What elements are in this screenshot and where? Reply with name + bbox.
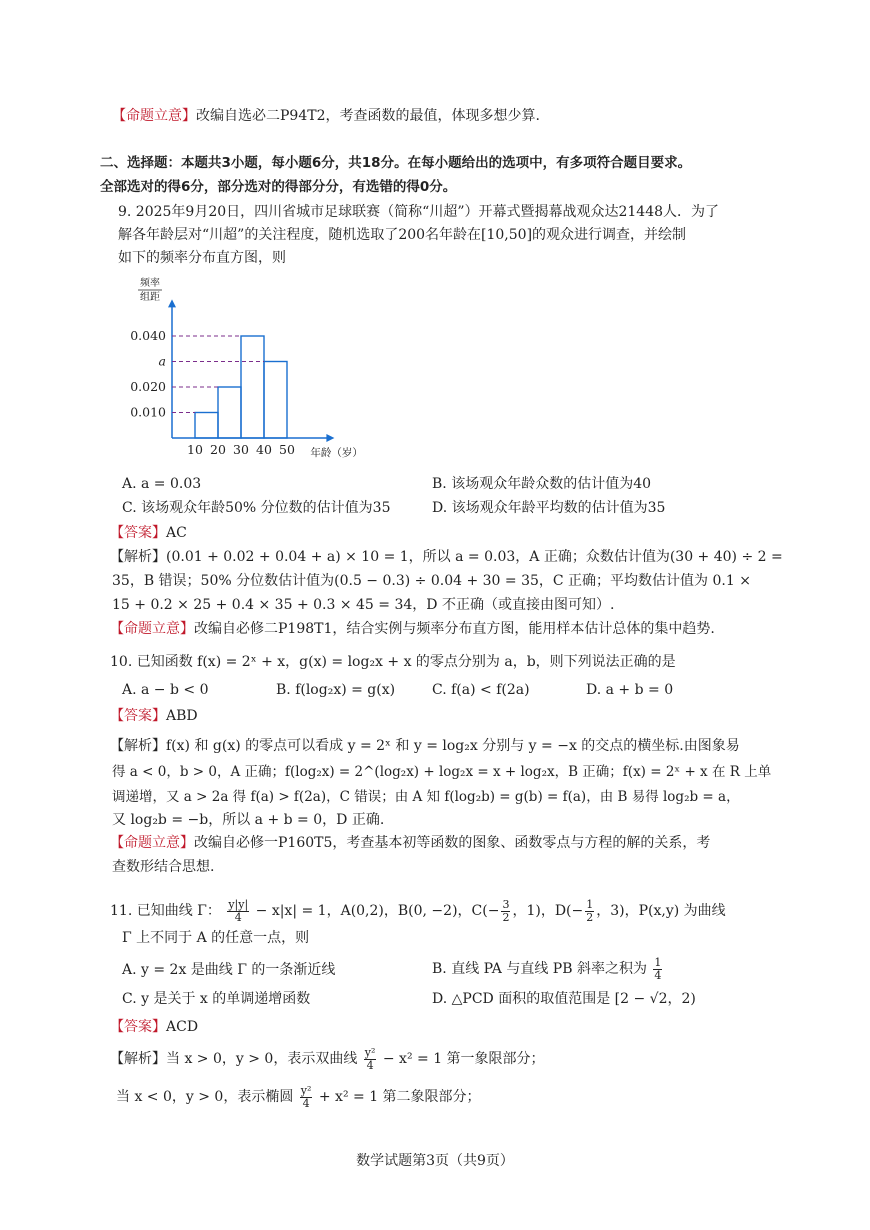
analysis-text: f(x) 和 g(x) 的零点可以看成 y = 2ˣ 和 y = log₂x 分别与 y = −x 的交点的横坐标.由图象易 [166,738,740,754]
analysis-text: 当 x > 0，y > 0，表示双曲线 [166,1051,358,1067]
q10-answer [110,706,198,726]
page-footer: 数学试题第3页（共9页） [356,1153,514,1169]
y-tick-label: 0.020 [130,379,166,394]
fraction-denominator: 4 [302,1096,310,1110]
q11-analysis-line2 [116,1082,481,1112]
q11-stem-end: ，3)，P(x,y) 为曲线 [596,903,726,919]
answer-text: ACD [166,1019,199,1035]
fraction-y2-over-4 [300,1085,313,1110]
q11-stem-prefix: 11. 已知曲线 Γ： [110,903,221,919]
fraction-numerator: y|y| [228,897,249,911]
q9-stem-line2: 解各年龄层对“川超”的关注程度，随机选取了200名年龄在[10,50]的观众进行调查，并绘制 [118,227,687,243]
q11-stem-line2: Γ 上不同于 A 的任意一点，则 [122,930,310,946]
intent-tag: 【命题立意】 [110,835,194,851]
analysis-text-end: + x² = 1 第二象限部分； [314,1089,481,1105]
fraction-numerator: 1 [586,897,594,911]
q11-option-b-text: B. 直线 PA 与直线 PB 斜率之积为 [432,961,647,977]
fraction-denominator: 2 [586,910,594,924]
q9-analysis-line2: 35，B 错误；50% 分位数估计值为(0.5 − 0.3) ÷ 0.04 + 30 = 35，C 正确；平均数估计值为 0.1 × [112,573,751,589]
x-tick-label: 30 [233,442,249,457]
q10-option-b: B. f(log₂x) = g(x) [276,682,396,698]
frequency-histogram [128,272,368,462]
y-label-bottom: 组距 [140,292,160,303]
q9-answer [110,523,187,543]
analysis-tag: 【解析】 [110,549,166,565]
fraction-1-over-2 [585,899,594,924]
q11-analysis-line1 [110,1044,545,1074]
analysis-text: 当 x < 0，y > 0，表示椭圆 [116,1089,294,1105]
intent-tag: 【命题立意】 [110,621,194,637]
q10-option-a: A. a − b < 0 [122,682,209,698]
y-tick-label: 0.010 [130,404,166,420]
histogram-bar [195,413,218,439]
q10-analysis-line2: 得 a < 0，b > 0，A 正确；f(log₂x) = 2^(log₂x) + log₂x = x + log₂x，B 正确；f(x) = 2ˣ + x 在 R 上单 [112,764,772,780]
x-tick-label: 10 [187,442,203,457]
q9-stem-line3: 如下的频率分布直方图，则 [118,250,286,266]
analysis-text-end: − x² = 1 第一象限部分； [378,1051,545,1067]
q11-option-d: D. △PCD 面积的取值范围是 [2 − √2，2) [432,991,696,1007]
x-tick-label: 40 [256,442,272,457]
y-label-top: 频率 [140,278,160,289]
histogram-bar [218,387,241,438]
q9-analysis-line3: 15 + 0.2 × 25 + 0.4 × 35 + 0.3 × 45 = 34，D 不正确（或直接由图可知）. [112,597,615,613]
x-axis-arrow [326,434,334,442]
intent-text: 改编自必修一P160T5，考查基本初等函数的图象、函数零点与方程的解的关系，考 [194,835,711,851]
q9-analysis-line1 [110,547,783,567]
q9-option-b: B. 该场观众年龄众数的估计值为40 [432,476,652,492]
answer-tag: 【答案】 [110,525,166,541]
y-tick-label: 0.040 [130,328,166,343]
q10-analysis-line3: 调递增，又 a > 2a 得 f(a) > f(2a)，C 错误；由 A 知 f(log₂b) = g(b) = f(a)，由 B 易得 log₂b = a， [112,789,740,805]
intent-tag: 【命题立意】 [112,108,196,124]
q9-option-d: D. 该场观众年龄平均数的估计值为35 [432,500,666,516]
q9-option-c: C. 该场观众年龄50% 分位数的估计值为35 [122,500,391,516]
fraction-denominator: 4 [366,1058,374,1072]
fraction-denominator: 4 [654,968,662,982]
fraction-1-over-4 [653,957,662,982]
q11-option-a: A. y = 2x 是曲线 Γ 的一条渐近线 [122,962,336,978]
section-header-line1: 二、选择题：本题共3小题，每小题6分，共18分。在每小题给出的选项中，有多项符合题目要求。 [100,155,692,171]
fraction-numerator: 1 [654,955,662,969]
q11-option-b [432,955,664,983]
fraction-denominator: 4 [234,910,242,924]
fraction-y2-over-4 [364,1047,377,1072]
fraction-numerator: y² [300,1083,312,1097]
q10-stem: 10. 已知函数 f(x) = 2ˣ + x，g(x) = log₂x + x 的零点分别为 a，b，则下列说法正确的是 [110,654,676,670]
intent-text: 改编自必修二P198T1，结合实例与频率分布直方图，能用样本估计总体的集中趋势. [194,621,715,637]
fraction-numerator: y² [364,1045,376,1059]
fraction-3-over-2 [501,899,510,924]
answer-text: AC [166,525,187,541]
intent-line-top [112,106,540,126]
q9-option-a: A. a = 0.03 [122,476,202,492]
fraction-yy-over-4 [227,899,249,924]
q11-option-c: C. y 是关于 x 的单调递增函数 [122,991,311,1007]
analysis-tag: 【解析】 [110,738,166,754]
q10-option-c: C. f(a) < f(2a) [432,682,530,698]
histogram-bar [264,362,287,439]
analysis-text: (0.01 + 0.02 + 0.04 + a) × 10 = 1，所以 a = 0.03，A 正确；众数估计值为(30 + 40) ÷ 2 = [166,549,783,565]
q10-intent-line2: 查数形结合思想. [112,859,215,875]
answer-text: ABD [166,708,198,724]
section-header-line2: 全部选对的得6分，部分选对的得部分分，有选错的得0分。 [100,179,457,195]
analysis-tag: 【解析】 [110,1051,166,1067]
x-tick-label: 20 [210,442,226,457]
y-axis-arrow [168,299,176,307]
answer-tag: 【答案】 [110,1019,166,1035]
q10-analysis-line1 [110,736,740,756]
q10-intent-line1 [110,833,710,853]
fraction-numerator: 3 [502,897,510,911]
x-axis-label: 年龄（岁） [310,447,363,459]
q11-answer [110,1017,198,1037]
q10-analysis-line4: 又 log₂b = −b，所以 a + b = 0，D 正确. [112,812,385,828]
intent-text: 改编自选必二P94T2，考查函数的最值，体现多想少算. [196,108,540,124]
x-tick-label: 50 [279,442,295,457]
q10-option-d: D. a + b = 0 [586,682,674,698]
histogram-bar [241,336,264,438]
fraction-denominator: 2 [502,910,510,924]
q11-stem-mid: − x|x| = 1，A(0,2)，B(0, −2)，C(− [251,903,500,919]
answer-tag: 【答案】 [110,708,166,724]
q9-intent [110,619,715,639]
q11-stem-mid2: ，1)，D(− [512,903,584,919]
q9-stem-line1: 9. 2025年9月20日，四川省城市足球联赛（简称“川超”）开幕式暨揭幕战观众达21448人．为了 [118,204,720,220]
q11-stem-line1 [110,897,726,925]
y-tick-label: a [158,353,166,369]
